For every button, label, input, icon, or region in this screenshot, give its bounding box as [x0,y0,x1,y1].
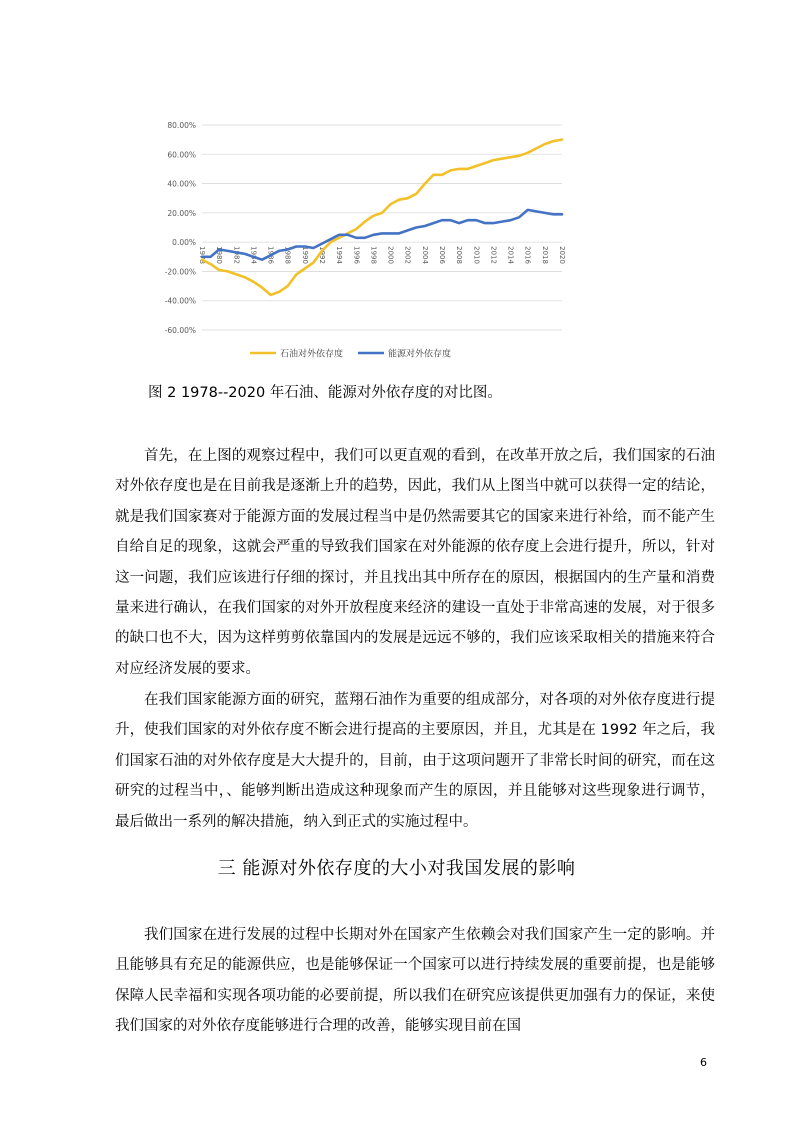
legend-label: 能源对外依存度 [388,349,452,360]
x-tick-label: 1980 [215,246,224,264]
x-tick-label: 2020 [558,246,566,264]
dependency-line-chart [130,108,580,370]
x-tick-label: 2014 [506,246,515,264]
paragraph-3: 我们国家在进行发展的过程中长期对外在国家产生依赖会对我们国家产生一定的影响。并且能够具有充足的能源供应，也是能够保证一个国家可以进行持续发展的重要前提，也是能够保障人民幸福和实现各项功能的必要前提，所以我们在研究应该提供更加强有力的保证，来使我们国家的对外依存度能够进行合理的改善，能够实现目前在国 [115,927,715,1035]
paragraph-1: 首先，在上图的观察过程中，我们可以更直观的看到，在改革开放之后，我们国家的石油对外依存度也是在目前我是逐渐上升的趋势，因此，我们从上图当中就可以获得一定的结论，就是我们国家赛对于能源方面的发展过程当中是仍然需要其它的国家来进行补给，而不能产生自给自足的现象，这就会严重的导致我们国家在对外能源的依存度上会进行提升，所以，针对这一问题，我们应该进行仔细的探讨，并且找出其中所存在的原因，根据国内的生产量和消费量来进行确认，在我们国家的对外开放程度来经济的建设一直处于非常高速的发展，对于很多的缺口也不大，因为这样剪剪依靠国内的发展是远远不够的，我们应该采取相关的措施来符合对应经济发展的要求。 [115,448,715,677]
x-tick-label: 1996 [352,246,361,264]
x-tick-label: 2016 [523,246,532,264]
page-number: 6 [700,1056,707,1069]
paragraph-2: 在我们国家能源方面的研究，蓝翔石油作为重要的组成部分，对各项的对外依存度进行提升，使我们国家的对外依存度不断会进行提高的主要原因，并且，尤其是在 1992 年之后，我们国家石油的对外依存度是大大提升的，目前，由于这项问题开了非常长时间的研究，而在这研究的过程当中，、能够判断出造成这种现象而产生的原因，并且能够对这些现象进行调节，最后做出一系列的解决措施，纳入到正式的实施过程中。 [115,692,715,830]
section-heading: 三 能源对外依存度的大小对我国发展的影响 [217,858,576,879]
y-tick-label: -20.00% [164,267,196,277]
x-tick-label: 2008 [455,246,464,264]
x-tick-label: 2000 [386,246,395,264]
chart-gridlines [202,125,562,330]
x-tick-label: 1988 [283,246,292,264]
y-tick-label: 0.00% [172,238,196,248]
y-tick-label: 80.00% [167,121,196,130]
x-tick-label: 1982 [232,246,241,264]
y-tick-label: 20.00% [167,208,196,218]
x-tick-label: 2002 [403,246,412,264]
x-tick-label: 1978 [198,246,206,264]
y-axis-ticks [165,121,196,335]
x-tick-label: 1986 [266,246,275,264]
x-tick-label: 1998 [369,246,378,264]
legend-label: 石油对外依存度 [280,349,344,360]
x-tick-label: 1984 [249,246,258,264]
x-tick-label: 1992 [318,246,326,264]
y-tick-label: -60.00% [164,326,196,335]
y-tick-label: 60.00% [167,150,196,160]
x-tick-label: 1994 [335,246,344,264]
y-tick-label: 40.00% [167,179,196,189]
x-tick-label: 2010 [472,246,481,264]
y-tick-label: -40.00% [164,296,196,306]
x-tick-label: 1990 [300,246,309,264]
x-tick-label: 2006 [438,246,446,264]
x-tick-label: 2018 [540,246,549,264]
x-tick-label: 2012 [489,246,498,264]
chart-legend [250,348,451,360]
x-tick-label: 2004 [420,246,429,264]
x-axis-ticks [198,246,566,264]
figure-caption: 图 2 1978--2020 年石油、能源对外依存度的对比图。 [148,385,502,401]
